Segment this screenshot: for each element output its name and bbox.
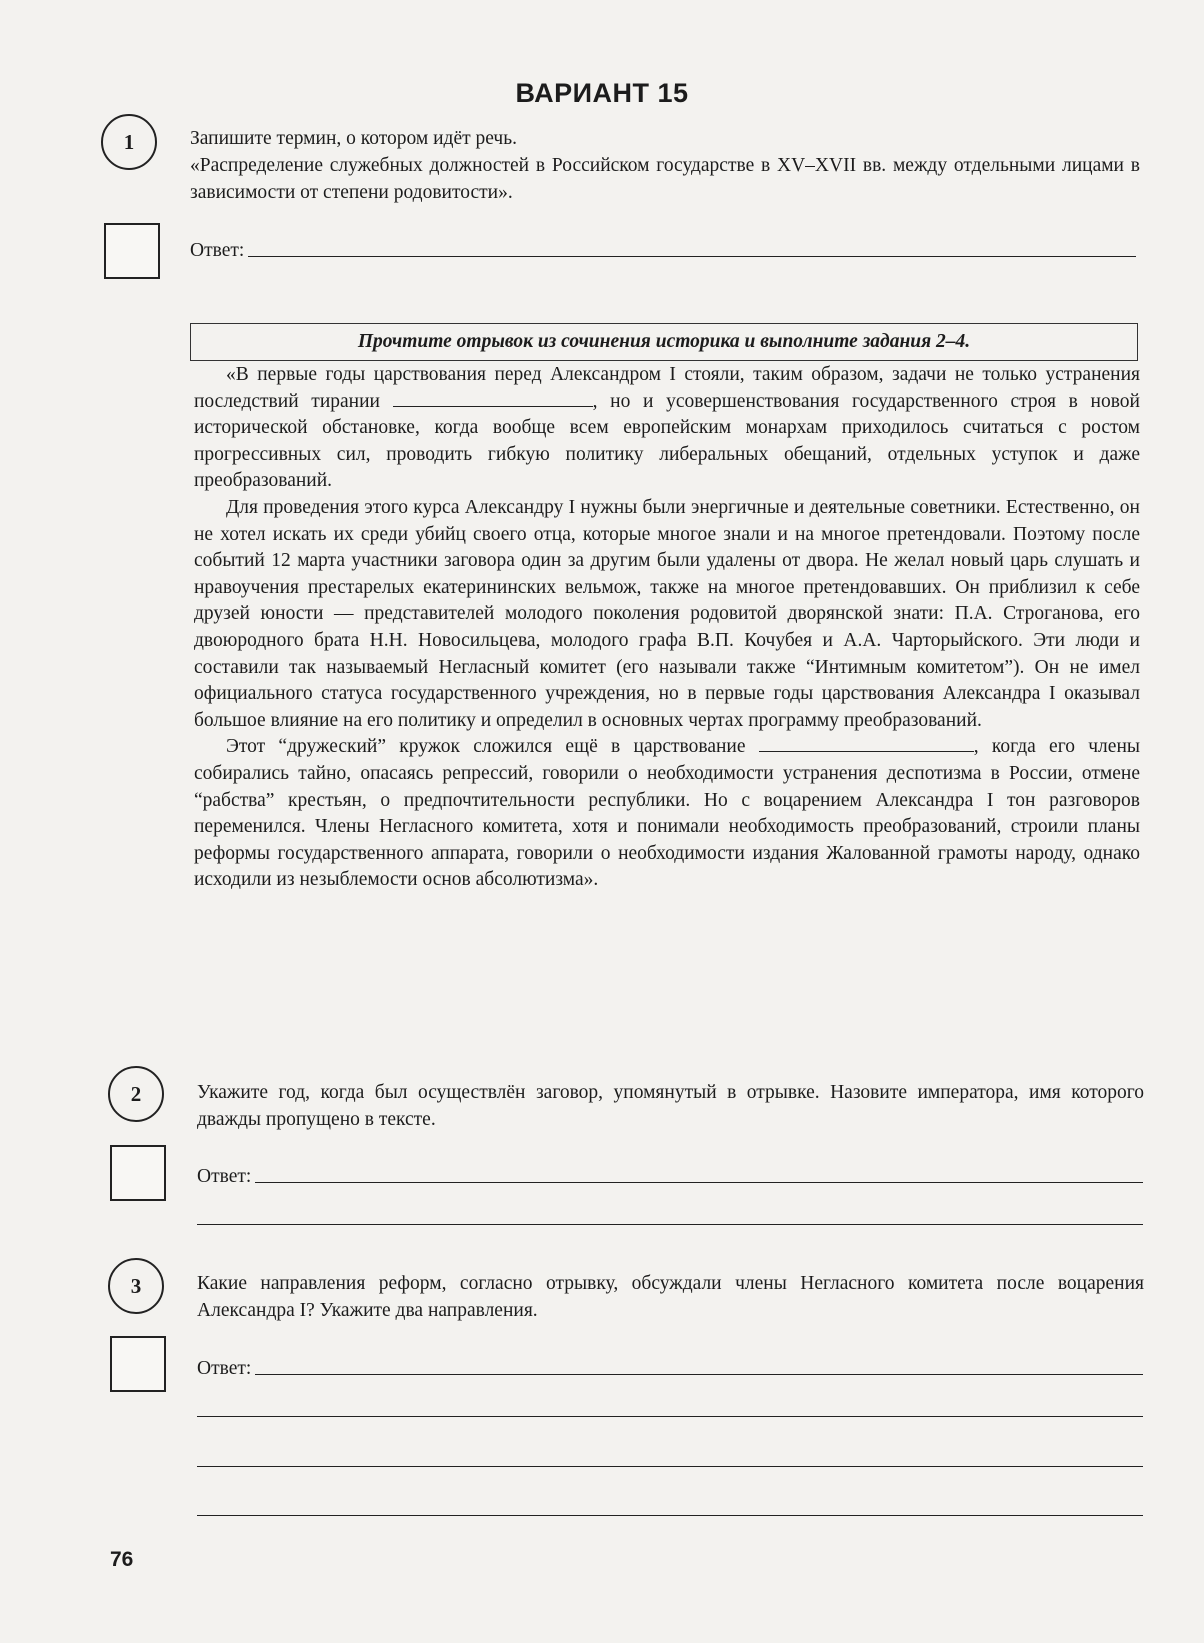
passage-p3-end: , когда его члены собирались тайно, опасаясь репрессий, говорили о необходимости устранения деспотизма в России, отмене “рабства” крестьян, о предпочтительности республики. Но с воцарением Александра I тон разговоров переменился. Члены Негласного комитета, хотя и понимали необходимость преобразований, строили планы реформы государственного аппарата, говорили о необходимости издания Жалованной грамоты народу, однако исходили из незыблемости основ абсолютизма». xyxy=(194,736,1140,891)
task-3-number: 3 xyxy=(108,1258,164,1314)
task-1-answer-line[interactable] xyxy=(190,234,1136,262)
task-2-answer-label: Ответ: xyxy=(197,1166,252,1187)
task-2-answer-box[interactable] xyxy=(110,1145,166,1201)
task-2-answer-line[interactable] xyxy=(197,1160,1143,1188)
passage-blank-2 xyxy=(759,734,974,752)
task-2-extra-line[interactable] xyxy=(197,1224,1143,1225)
task-3-extra-line-2[interactable] xyxy=(197,1466,1143,1467)
task-3-extra-line-1[interactable] xyxy=(197,1416,1143,1417)
passage-paragraph-2: Для проведения этого курса Александру I нужны были энергичные и деятельные советники. Естественно, он не хотел искать их среди убийц своего отца, которые многое знали и на многое претендовали. Поэтому после событий 12 марта участники заговора один за другим были удалены от двора. Не желал новый царь слушать и нравоучения престарелых екатерининских вельмож, также на многое претендовавших. Он приблизил к себе друзей юности — представителей молодого поколения родовитой дворянской знати: П.А. Строганова, его двоюродного брата Н.Н. Новосильцева, молодого графа В.П. Кочубея и А.А. Чарторыйского. Эти люди и составили так называемый Негласный комитет (его называли также “Интимным комитетом”). Он не имел официального статуса государственного учреждения, но в первые годы царствования Александра I оказывал большое влияние на его политику и определил в основных чертах программу преобразований. xyxy=(194,496,1140,731)
passage-paragraph-3 xyxy=(194,734,1140,894)
passage xyxy=(194,362,1140,894)
task-2-number: 2 xyxy=(108,1066,164,1122)
task-3-answer-label: Ответ: xyxy=(197,1358,252,1379)
passage-paragraph-1 xyxy=(194,362,1140,495)
reading-instruction: Прочтите отрывок из сочинения историка и выполните задания 2–4. xyxy=(190,323,1138,361)
passage-p3-start: Этот “дружеский” кружок сложился ещё в царствование xyxy=(226,736,759,758)
task-2-text: Укажите год, когда был осуществлён заговор, упомянутый в отрывке. Назовите императора, имя которого дважды пропущено в тексте. xyxy=(197,1082,1144,1130)
passage-p1-start: «В первые годы царствования перед Александром I стояли, таким образом, задачи не только устранения последствий тирании xyxy=(194,364,1140,412)
task-1-number: 1 xyxy=(101,114,157,170)
task-1-answer-box[interactable] xyxy=(104,223,160,279)
task-3-extra-line-3[interactable] xyxy=(197,1515,1143,1516)
passage-p1-end: , но и усовершенствования государственного строя в новой исторической обстановке, когда вообще всем европейским монархам приходилось считаться с ростом прогрессивных сил, проводить гибкую политику либеральных обещаний, отдельных уступок и даже преобразований. xyxy=(194,390,1140,492)
task-3-answer-rule xyxy=(255,1374,1143,1375)
variant-title: ВАРИАНТ 15 xyxy=(515,78,689,108)
task-3-answer-line[interactable] xyxy=(197,1352,1143,1380)
task-3-text: Какие направления реформ, согласно отрывку, обсуждали члены Негласного комитета после воцарения Александра I? Укажите два направления. xyxy=(197,1273,1144,1321)
task-1-text xyxy=(190,125,1140,206)
passage-blank-1 xyxy=(393,389,593,407)
task-1-answer-label: Ответ: xyxy=(190,240,245,261)
task-3-answer-box[interactable] xyxy=(110,1336,166,1392)
task-1-quote: «Распределение служебных должностей в Российском государстве в XV–XVII вв. между отдельными лицами в зависимости от степени родовитости». xyxy=(190,155,1140,203)
task-1-answer-rule xyxy=(248,256,1136,257)
page-number: 76 xyxy=(110,1548,134,1571)
task-1-question: Запишите термин, о котором идёт речь. xyxy=(190,128,517,149)
task-2-answer-rule xyxy=(255,1182,1143,1183)
